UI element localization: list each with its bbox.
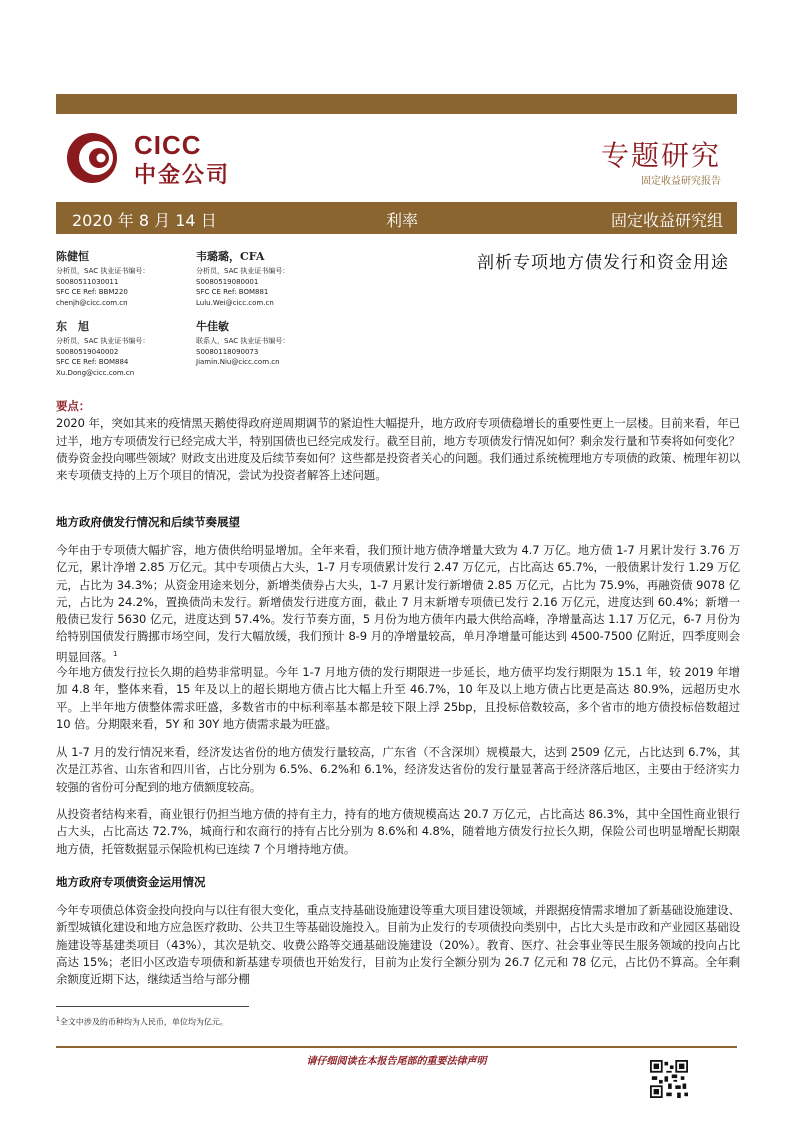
analyst-role: 分析员，SAC 执业证书编号： xyxy=(196,267,290,275)
research-team: 固定收益研究组 xyxy=(610,211,723,230)
analyst-sfc: SFC CE Ref: BOM884 xyxy=(56,358,129,366)
analyst-email[interactable]: chenjh@cicc.com.cn xyxy=(56,298,128,307)
body-paragraph: 从 1-7 月的发行情况来看，经济发达省份的地方债发行量较高，广东省（不含深圳）规模最大，达到 2509 亿元，占比达到 6.7%，其次是江苏省、山东省和四川省，占比分别为 6.5%、6.2%和 6.1%，经济发达省份的发行量显著高于经济落后地区，主要由于经济实力较强的省份可分配到的地方债额度较高。 xyxy=(56,745,740,794)
legal-disclaimer-link[interactable]: 请仔细阅读在本报告尾部的重要法律声明 xyxy=(306,1056,487,1067)
section-heading: 地方政府债发行情况和后续节奏展望 xyxy=(56,515,240,529)
analyst-role: 分析员，SAC 执业证书编号： xyxy=(56,337,150,345)
analyst-role: 联系人，SAC 执业证书编号： xyxy=(196,337,290,345)
summary-paragraph xyxy=(56,398,740,484)
brand-en: CICC xyxy=(134,130,202,160)
analyst-name: 韦璐璐，CFA xyxy=(196,250,265,263)
report-category: 利率 xyxy=(386,211,419,230)
analyst-card xyxy=(56,250,149,308)
analyst-name: 牛佳敏 xyxy=(196,320,229,333)
analyst-email[interactable]: Jiamin.Niu@cicc.com.cn xyxy=(196,358,280,366)
cicc-logo xyxy=(58,128,248,188)
summary-label: 要点： xyxy=(56,399,91,413)
body-paragraph xyxy=(56,542,740,666)
footnote-divider xyxy=(56,1006,249,1007)
header-top-bar xyxy=(56,94,737,114)
analyst-card xyxy=(56,320,149,378)
body-paragraph: 今年专项债总体资金投向投向与以往有很大变化，重点支持基础设施建设等重大项目建设领域，并跟据疫情需求增加了新基础设施建设、新型城镇化建设和地方应急医疗救助、公共卫生等基础设施投入。目前为止发行的专项债投向类别中，占比大头是市政和产业园区基础设施建设等基建类项目（43%），其次是轨交、收费公路等交通基础设施建设（20%）。教育、医疗、社会事业等民生服务领域的投向占比高达 15%；老旧小区改造专项债和新基建专项债也开始发行，目前为止发行全额分别为 26.7 亿元和 78 亿元，占比仍不算高。全年剩余额度近期下达，继续适当给与部分棚 xyxy=(56,903,740,987)
report-date: 2020 年 8 月 14 日 xyxy=(72,211,217,230)
analyst-email[interactable]: Lulu.Wei@cicc.com.cn xyxy=(196,298,274,307)
footer-divider xyxy=(56,1046,737,1048)
summary-text: 2020 年，突如其来的疫情黑天鹅使得政府逆周期调节的紧迫性大幅提升，地方政府专项债稳增长的重要性更上一层楼。目前来看，年已过半，地方专项债发行已经完成大半，特别国债也已经完成发行。截至目前，地方专项债发行情况如何？剩余发行量和节奏将如何变化？债券资金投向哪些领域？财政支出进度及后续节奏如何？这些都是投资者关心的问题。我们通过系统梳理地方专项债的政策、梳理年初以来专项债支持的上万个项目的情况，尝试为投资者解答上述问题。 xyxy=(56,416,740,483)
analyst-sac: S0080511030011 xyxy=(56,277,119,286)
paragraph-text: 今年由于专项债大幅扩容，地方债供给明显增加。全年来看，我们预计地方债净增量大致为 4.7 万亿。地方债 1-7 月累计发行 3.76 万亿元，累计净增 2.85 万亿元。其中专项债占大头，1-7 月专项债累计发行 2.47 万亿元，占比高达 65.7%，一般债累计发行 1.29 万亿元，占比为 34.3%；从资金用途来划分，新增类债券占大头，1-7 月累计发行新增债 2.85 万亿元，占比为 75.9%，再融资债 9078 亿元，占比为 24.2%，置换债尚未发行。新增债发行进度方面，截止 7 月末新增专项债已发行 2.16 万亿元，进度达到 60.4%；新增一般债已发行 5630 亿元，进度达到 57.4%。发行节奏方面，5 月份为地方债年内最大供给高峰，净增量高达 1.17 万亿元，6-7 月份为给特别国债发行腾挪市场空间，发行大幅放缓，我们预计 8-9 月的净增量较高，单月净增量可能达到 4500-7500 亿附近，四季度则会明显回落。 xyxy=(56,543,740,664)
analyst-card xyxy=(196,320,289,368)
analyst-sac: S0080519040002 xyxy=(56,347,119,356)
analyst-name: 东 旭 xyxy=(56,320,89,333)
analyst-email[interactable]: Xu.Dong@cicc.com.cn xyxy=(56,368,135,377)
qr-code-icon xyxy=(650,1060,688,1098)
analyst-name: 陈健恒 xyxy=(56,250,89,263)
footnote xyxy=(56,1016,228,1028)
cicc-logo-icon xyxy=(66,132,118,184)
footnote-mark: 1 xyxy=(113,649,118,658)
body-paragraph: 从投资者结构来看，商业银行仍担当地方债的持有主力，持有的地方债规模高达 20.7 万亿元，占比高达 86.3%，其中全国性商业银行占大头，占比高达 72.7%，城商行和农商行的持有占比分别为 8.6%和 4.8%，随着地方债发行拉长久期，保险公司也明显增配长期限地方债，托管数据显示保险机构已连续 7 个月增持地方债。 xyxy=(56,807,740,856)
analyst-card xyxy=(196,250,289,308)
report-title: 剖析专项地方债发行和资金用途 xyxy=(477,253,729,273)
analyst-sfc: SFC CE Ref: BOM881 xyxy=(196,288,269,296)
report-subtype: 固定收益研究报告 xyxy=(641,176,721,187)
section-heading: 地方政府专项债资金运用情况 xyxy=(56,875,206,889)
analyst-sfc: SFC CE Ref: BBM220 xyxy=(56,288,128,296)
info-bar xyxy=(56,202,737,234)
analyst-sac: S0080118090073 xyxy=(196,347,259,356)
report-type: 专题研究 xyxy=(600,139,721,172)
brand-cn: 中金公司 xyxy=(134,163,231,188)
body-paragraph: 今年地方债发行拉长久期的趋势非常明显。今年 1-7 月地方债的发行期限进一步延长，地方债平均发行期限为 15.1 年，较 2019 年增加 4.8 年，整体来看，15 年及以上的超长期地方债占比大幅上升至 46.7%，10 年及以上地方债占比更是高达 80.9%，远超历史水平。上半年地方债整体需求旺盛，多数省市的中标利率基本都是较下限上浮 25bp，且投标倍数较高，多个省市的地方债投标倍数超过 10 倍。分期限来看，5Y 和 30Y 地方债需求最为旺盛。 xyxy=(56,665,740,731)
footnote-mark: 1 xyxy=(56,1016,60,1023)
analyst-sac: S0080519080001 xyxy=(196,277,259,286)
analyst-role: 分析员，SAC 执业证书编号： xyxy=(56,267,150,275)
footnote-text: 全文中涉及的币种均为人民币，单位均为亿元。 xyxy=(59,1017,228,1027)
